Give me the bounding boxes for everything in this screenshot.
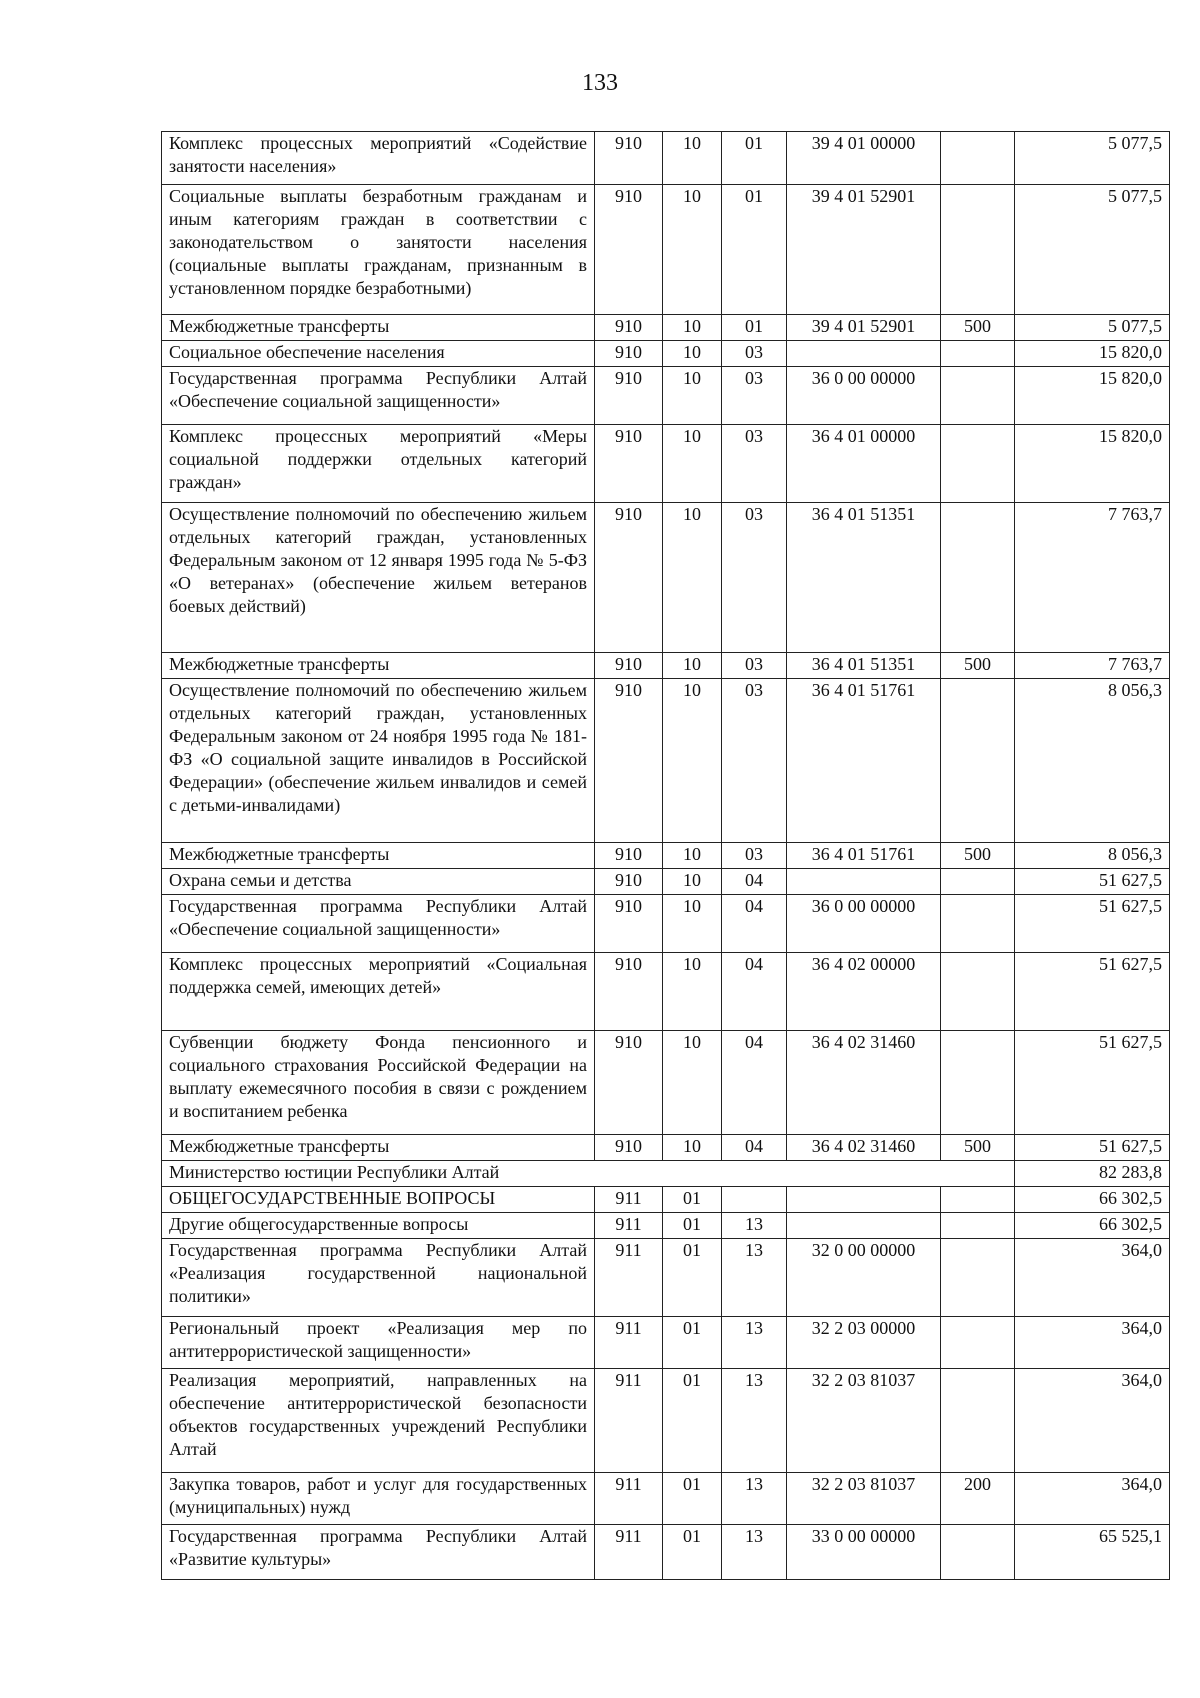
- amount-cell: 364,0: [1015, 1369, 1170, 1473]
- table-row: [162, 1239, 1170, 1317]
- expense-type-cell: [941, 132, 1015, 185]
- target-article-cell: 39 4 01 52901: [787, 185, 941, 315]
- amount-cell: 15 820,0: [1015, 425, 1170, 503]
- target-article-cell: [787, 1213, 941, 1239]
- table-row: [162, 869, 1170, 895]
- amount-cell: 364,0: [1015, 1317, 1170, 1369]
- grbs-code-cell: 910: [595, 653, 663, 679]
- amount-cell: 8 056,3: [1015, 843, 1170, 869]
- section-code-cell: 10: [663, 341, 722, 367]
- target-article-cell: 32 2 03 00000: [787, 1317, 941, 1369]
- subsection-code-cell: 04: [722, 869, 787, 895]
- row-name-cell: Субвенции бюджету Фонда пенсионного и социального страхования Российской Федерации на выплату ежемесячного пособия в связи с рождением и воспитанием ребенка: [162, 1031, 595, 1135]
- grbs-code-cell: 910: [595, 503, 663, 653]
- row-name-cell: ОБЩЕГОСУДАРСТВЕННЫЕ ВОПРОСЫ: [162, 1187, 595, 1213]
- expense-type-cell: 500: [941, 315, 1015, 341]
- subsection-code-cell: 01: [722, 315, 787, 341]
- section-code-cell: 10: [663, 185, 722, 315]
- section-code-cell: 10: [663, 1031, 722, 1135]
- section-code-cell: 01: [663, 1369, 722, 1473]
- target-article-cell: [787, 1187, 941, 1213]
- amount-cell: 5 077,5: [1015, 132, 1170, 185]
- target-article-cell: 36 0 00 00000: [787, 895, 941, 953]
- subsection-code-cell: 01: [722, 185, 787, 315]
- table-row: [162, 1317, 1170, 1369]
- table-row: [162, 315, 1170, 341]
- ministry-name-cell: Министерство юстиции Республики Алтай: [162, 1161, 1015, 1187]
- table-body: [162, 132, 1170, 1580]
- grbs-code-cell: 910: [595, 341, 663, 367]
- row-name-cell: Осуществление полномочий по обеспечению жильем отдельных категорий граждан, установленных Федеральным законом от 24 ноября 1995 года № 181-ФЗ «О социальной защите инвалидов в Российской Федерации» (обеспечение жильем инвалидов и семей с детьми-инвалидами): [162, 679, 595, 843]
- table-row: [162, 843, 1170, 869]
- row-name-cell: Комплекс процессных мероприятий «Содействие занятости населения»: [162, 132, 595, 185]
- row-name-cell: Межбюджетные трансферты: [162, 1135, 595, 1161]
- target-article-cell: 36 4 01 51761: [787, 843, 941, 869]
- subsection-code-cell: 04: [722, 1135, 787, 1161]
- row-name-cell: Межбюджетные трансферты: [162, 315, 595, 341]
- amount-cell: 7 763,7: [1015, 503, 1170, 653]
- subsection-code-cell: 03: [722, 367, 787, 425]
- row-name-cell: Другие общегосударственные вопросы: [162, 1213, 595, 1239]
- row-name-cell: Комплекс процессных мероприятий «Социальная поддержка семей, имеющих детей»: [162, 953, 595, 1031]
- target-article-cell: 32 2 03 81037: [787, 1369, 941, 1473]
- section-code-cell: 10: [663, 953, 722, 1031]
- expense-type-cell: [941, 679, 1015, 843]
- target-article-cell: 36 4 01 51351: [787, 503, 941, 653]
- table-row: [162, 503, 1170, 653]
- section-code-cell: 10: [663, 869, 722, 895]
- row-name-cell: Закупка товаров, работ и услуг для государственных (муниципальных) нужд: [162, 1473, 595, 1525]
- row-name-cell: Социальное обеспечение населения: [162, 341, 595, 367]
- expense-type-cell: [941, 1317, 1015, 1369]
- target-article-cell: 32 0 00 00000: [787, 1239, 941, 1317]
- target-article-cell: 39 4 01 52901: [787, 315, 941, 341]
- grbs-code-cell: 911: [595, 1239, 663, 1317]
- grbs-code-cell: 910: [595, 1135, 663, 1161]
- expense-type-cell: [941, 185, 1015, 315]
- amount-cell: 5 077,5: [1015, 315, 1170, 341]
- amount-cell: 66 302,5: [1015, 1187, 1170, 1213]
- target-article-cell: 36 0 00 00000: [787, 367, 941, 425]
- amount-cell: 51 627,5: [1015, 1031, 1170, 1135]
- row-name-cell: Региональный проект «Реализация мер по антитеррористической защищенности»: [162, 1317, 595, 1369]
- section-code-cell: 01: [663, 1317, 722, 1369]
- expense-type-cell: [941, 503, 1015, 653]
- grbs-code-cell: 910: [595, 315, 663, 341]
- amount-cell: 65 525,1: [1015, 1525, 1170, 1580]
- grbs-code-cell: 911: [595, 1317, 663, 1369]
- subsection-code-cell: 04: [722, 895, 787, 953]
- subsection-code-cell: 01: [722, 132, 787, 185]
- subsection-code-cell: 13: [722, 1239, 787, 1317]
- amount-cell: 364,0: [1015, 1239, 1170, 1317]
- table-row: [162, 953, 1170, 1031]
- amount-cell: 15 820,0: [1015, 367, 1170, 425]
- target-article-cell: 36 4 02 31460: [787, 1135, 941, 1161]
- amount-cell: 51 627,5: [1015, 953, 1170, 1031]
- table-row: [162, 1525, 1170, 1580]
- grbs-code-cell: 910: [595, 895, 663, 953]
- subsection-code-cell: 03: [722, 653, 787, 679]
- subsection-code-cell: 13: [722, 1213, 787, 1239]
- expense-type-cell: [941, 1213, 1015, 1239]
- subsection-code-cell: 13: [722, 1473, 787, 1525]
- expense-type-cell: [941, 341, 1015, 367]
- table-row: [162, 653, 1170, 679]
- amount-cell: 66 302,5: [1015, 1213, 1170, 1239]
- expense-type-cell: [941, 425, 1015, 503]
- expense-type-cell: [941, 869, 1015, 895]
- target-article-cell: 36 4 01 51761: [787, 679, 941, 843]
- amount-cell: 8 056,3: [1015, 679, 1170, 843]
- subsection-code-cell: 04: [722, 953, 787, 1031]
- section-code-cell: 10: [663, 895, 722, 953]
- target-article-cell: 36 4 02 31460: [787, 1031, 941, 1135]
- row-name-cell: Комплекс процессных мероприятий «Меры социальной поддержки отдельных категорий граждан»: [162, 425, 595, 503]
- row-name-cell: Осуществление полномочий по обеспечению жильем отдельных категорий граждан, установленных Федеральным законом от 12 января 1995 года № 5-ФЗ «О ветеранах» (обеспечение жильем ветеранов боевых действий): [162, 503, 595, 653]
- section-code-cell: 01: [663, 1213, 722, 1239]
- section-code-cell: 01: [663, 1473, 722, 1525]
- row-name-cell: Государственная программа Республики Алтай «Реализация государственной национальной политики»: [162, 1239, 595, 1317]
- target-article-cell: 33 0 00 00000: [787, 1525, 941, 1580]
- amount-cell: 51 627,5: [1015, 895, 1170, 953]
- subsection-code-cell: 03: [722, 341, 787, 367]
- subsection-code-cell: [722, 1187, 787, 1213]
- table-row: [162, 1369, 1170, 1473]
- expense-type-cell: 500: [941, 653, 1015, 679]
- table-row: [162, 1031, 1170, 1135]
- row-name-cell: Государственная программа Республики Алтай «Обеспечение социальной защищенности»: [162, 895, 595, 953]
- target-article-cell: 36 4 01 51351: [787, 653, 941, 679]
- expense-type-cell: [941, 367, 1015, 425]
- expense-type-cell: 200: [941, 1473, 1015, 1525]
- grbs-code-cell: 911: [595, 1187, 663, 1213]
- table-row: [162, 341, 1170, 367]
- section-code-cell: 10: [663, 367, 722, 425]
- section-code-cell: 10: [663, 653, 722, 679]
- subsection-code-cell: 03: [722, 679, 787, 843]
- grbs-code-cell: 910: [595, 367, 663, 425]
- target-article-cell: 39 4 01 00000: [787, 132, 941, 185]
- table-row: [162, 1213, 1170, 1239]
- row-name-cell: Межбюджетные трансферты: [162, 843, 595, 869]
- row-name-cell: Охрана семьи и детства: [162, 869, 595, 895]
- page-number: 133: [582, 70, 618, 96]
- grbs-code-cell: 910: [595, 869, 663, 895]
- section-code-cell: 10: [663, 1135, 722, 1161]
- amount-cell: 51 627,5: [1015, 1135, 1170, 1161]
- section-code-cell: 10: [663, 679, 722, 843]
- grbs-code-cell: 910: [595, 185, 663, 315]
- ministry-row: [162, 1161, 1170, 1187]
- subsection-code-cell: 03: [722, 843, 787, 869]
- table-row: [162, 185, 1170, 315]
- expense-type-cell: [941, 1525, 1015, 1580]
- expense-type-cell: [941, 953, 1015, 1031]
- expense-type-cell: [941, 895, 1015, 953]
- table-row: [162, 679, 1170, 843]
- grbs-code-cell: 910: [595, 1031, 663, 1135]
- table-row: [162, 895, 1170, 953]
- table-row: [162, 1135, 1170, 1161]
- section-code-cell: 01: [663, 1239, 722, 1317]
- target-article-cell: 36 4 02 00000: [787, 953, 941, 1031]
- expense-type-cell: 500: [941, 1135, 1015, 1161]
- row-name-cell: Государственная программа Республики Алтай «Развитие культуры»: [162, 1525, 595, 1580]
- table-row: [162, 1473, 1170, 1525]
- grbs-code-cell: 910: [595, 425, 663, 503]
- ministry-amount-cell: 82 283,8: [1015, 1161, 1170, 1187]
- target-article-cell: 32 2 03 81037: [787, 1473, 941, 1525]
- subsection-code-cell: 13: [722, 1525, 787, 1580]
- amount-cell: 364,0: [1015, 1473, 1170, 1525]
- expense-type-cell: [941, 1239, 1015, 1317]
- section-code-cell: 10: [663, 503, 722, 653]
- subsection-code-cell: 04: [722, 1031, 787, 1135]
- grbs-code-cell: 911: [595, 1473, 663, 1525]
- row-name-cell: Государственная программа Республики Алтай «Обеспечение социальной защищенности»: [162, 367, 595, 425]
- section-code-cell: 10: [663, 843, 722, 869]
- table-row: [162, 132, 1170, 185]
- section-code-cell: 01: [663, 1525, 722, 1580]
- table-row: [162, 425, 1170, 503]
- expense-type-cell: [941, 1031, 1015, 1135]
- expense-type-cell: 500: [941, 843, 1015, 869]
- amount-cell: 7 763,7: [1015, 653, 1170, 679]
- amount-cell: 15 820,0: [1015, 341, 1170, 367]
- amount-cell: 5 077,5: [1015, 185, 1170, 315]
- row-name-cell: Социальные выплаты безработным гражданам и иным категориям граждан в соответствии с законодательством о занятости населения (социальные выплаты гражданам, признанным в установленном порядке безработными): [162, 185, 595, 315]
- grbs-code-cell: 911: [595, 1525, 663, 1580]
- subsection-code-cell: 13: [722, 1369, 787, 1473]
- section-code-cell: 01: [663, 1187, 722, 1213]
- expense-type-cell: [941, 1187, 1015, 1213]
- table-row: [162, 1187, 1170, 1213]
- row-name-cell: Межбюджетные трансферты: [162, 653, 595, 679]
- subsection-code-cell: 13: [722, 1317, 787, 1369]
- grbs-code-cell: 910: [595, 132, 663, 185]
- target-article-cell: 36 4 01 00000: [787, 425, 941, 503]
- section-code-cell: 10: [663, 315, 722, 341]
- grbs-code-cell: 910: [595, 679, 663, 843]
- grbs-code-cell: 911: [595, 1213, 663, 1239]
- table-row: [162, 367, 1170, 425]
- expense-type-cell: [941, 1369, 1015, 1473]
- subsection-code-cell: 03: [722, 503, 787, 653]
- grbs-code-cell: 910: [595, 953, 663, 1031]
- amount-cell: 51 627,5: [1015, 869, 1170, 895]
- section-code-cell: 10: [663, 425, 722, 503]
- subsection-code-cell: 03: [722, 425, 787, 503]
- section-code-cell: 10: [663, 132, 722, 185]
- row-name-cell: Реализация мероприятий, направленных на обеспечение антитеррористической безопасности объектов государственных учреждений Республики Алтай: [162, 1369, 595, 1473]
- grbs-code-cell: 911: [595, 1369, 663, 1473]
- grbs-code-cell: 910: [595, 843, 663, 869]
- target-article-cell: [787, 869, 941, 895]
- target-article-cell: [787, 341, 941, 367]
- budget-table: [161, 131, 1170, 1580]
